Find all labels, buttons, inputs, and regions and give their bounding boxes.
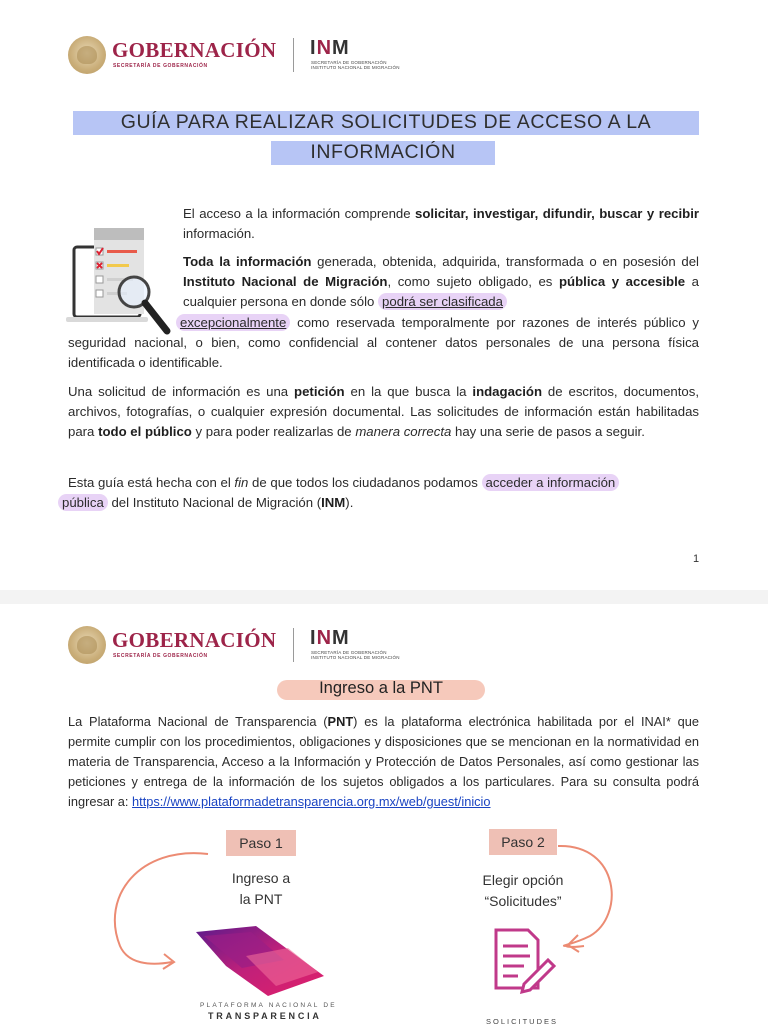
coat-of-arms-icon xyxy=(68,626,106,664)
gobernacion-title: GOBERNACIÓN xyxy=(112,628,277,652)
paragraph-4: Esta guía está hecha con el fin de que todos los ciudadanos podamos acceder a información pública del Instituto Nacional de Migración (INM). xyxy=(68,473,705,513)
inm-logo: INM xyxy=(310,37,350,59)
pnt-logo-label-2: TRANSPARENCIA xyxy=(208,1011,322,1021)
page-title-line2: INFORMACIÓN xyxy=(310,141,456,163)
inm-subtitle-2: INSTITUTO NACIONAL DE MIGRACIÓN xyxy=(311,655,400,660)
paragraph-2b: excepcionalmente como reservada temporalmente por razones de interés público y seguridad nacional, o bien, como confidencial al contener datos personales de una persona física identificada o identificable. xyxy=(68,315,699,370)
page-2 xyxy=(0,604,768,1024)
header-divider xyxy=(293,38,294,72)
section-title: Ingreso a la PNT xyxy=(319,679,443,697)
pnt-intro-paragraph: La Plataforma Nacional de Transparencia (PNT) es la plataforma electrónica habilitada por el INAI* que permite cumplir con los procedimientos, obligaciones y disposiciones que se mencionan en la normatividad en materia de Transparencia, Acceso a la Información y Protección de Datos Personales, así como gestionar las peticiones y entrega de la información de los sujetos obligados a los particulares. Para su consulta podrá ingresar a: https://www.plataformadetransparencia.org.mx/web/guest/inicio xyxy=(68,714,699,809)
page-number: 1 xyxy=(693,553,700,565)
gobernacion-subtitle: SECRETARÍA DE GOBERNACIÓN xyxy=(113,63,208,69)
gobernacion-title: GOBERNACIÓN xyxy=(112,38,277,62)
paragraph-2a: Toda la información generada, obtenida, adquirida, transformada o en posesión del Instituto Nacional de Migración, como sujeto obligado, es pública y accesible a cualquier persona en donde sólo podrá ser clasificada xyxy=(183,254,699,309)
highlight-clasificada: podrá ser clasificada xyxy=(378,293,507,310)
inm-subtitle-2: INSTITUTO NACIONAL DE MIGRACIÓN xyxy=(311,65,400,70)
step2-text: Elegir opción “Solicitudes” xyxy=(482,872,564,909)
gobernacion-subtitle: SECRETARÍA DE GOBERNACIÓN xyxy=(113,653,208,659)
inm-subtitle-1: SECRETARÍA DE GOBERNACIÓN xyxy=(311,650,387,655)
pnt-link[interactable]: https://www.plataformadetransparencia.org.mx/web/guest/inicio xyxy=(132,794,491,809)
highlight-acceder: acceder a información xyxy=(482,474,620,491)
pnt-logo-icon xyxy=(196,926,326,998)
page-gap xyxy=(0,590,768,604)
coat-of-arms-icon xyxy=(68,36,106,74)
header-logos xyxy=(68,36,408,76)
step1-text: Ingreso a la PNT xyxy=(231,870,291,907)
paragraph-3: Una solicitud de información es una petición en la que busca la indagación de escritos, documentos, archivos, fotografías, o cualquier expresión documental. Las solicitudes de información están habilitadas para todo el público y para poder realizarlas de manera correcta hay una serie de pasos a seguir. xyxy=(68,384,699,439)
highlight-publica: pública xyxy=(58,494,108,511)
solicitudes-label: SOLICITUDES xyxy=(486,1017,559,1026)
step2-badge: Paso 2 xyxy=(489,829,557,855)
pnt-logo-label-1: PLATAFORMA NACIONAL DE xyxy=(200,1002,337,1009)
step1-badge: Paso 1 xyxy=(226,830,296,856)
header-divider xyxy=(293,628,294,662)
inm-subtitle-1: SECRETARÍA DE GOBERNACIÓN xyxy=(311,60,387,65)
page-title-line1: GUÍA PARA REALIZAR SOLICITUDES DE ACCESO A LA xyxy=(120,111,652,133)
paragraph-1: El acceso a la información comprende solicitar, investigar, difundir, buscar y recibir información. xyxy=(183,206,700,241)
inm-logo: INM xyxy=(310,627,350,649)
header-logos-2 xyxy=(68,626,408,666)
solicitudes-document-icon[interactable] xyxy=(490,926,560,996)
highlight-excepcionalmente: excepcionalmente xyxy=(176,314,290,331)
